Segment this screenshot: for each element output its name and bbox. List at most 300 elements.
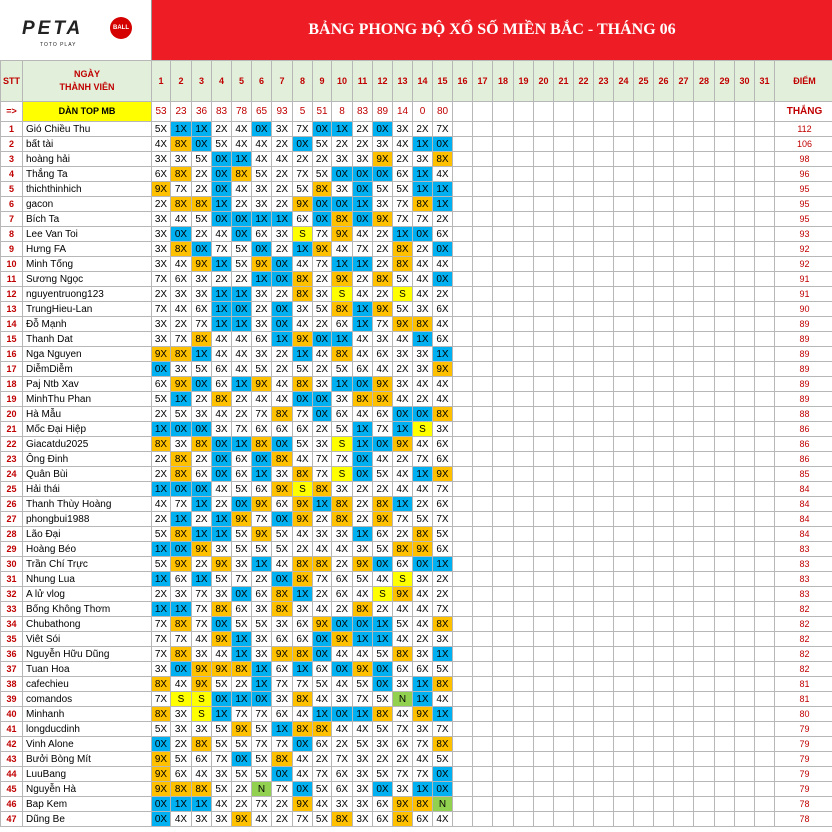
result-cell: 3X [313,287,332,302]
result-cell: 1X [192,497,212,512]
empty-cell [694,407,715,422]
empty-cell [554,722,574,737]
day-header: 26 [654,61,674,102]
empty-cell [554,572,574,587]
empty-cell [493,257,514,272]
member-name: Dũng Be [23,812,152,827]
empty-cell [654,392,674,407]
result-cell: 0X [171,482,192,497]
empty-cell [514,782,534,797]
result-cell: 9X [252,527,272,542]
empty-cell [514,227,534,242]
table-row [1,392,832,407]
member-name: comandos [23,692,152,707]
empty-cell [634,362,654,377]
member-score: 82 [775,647,832,662]
day-header: 30 [735,61,755,102]
empty-cell [534,362,554,377]
empty-cell [674,782,694,797]
result-cell: S [332,467,353,482]
result-cell: 5X [232,737,252,752]
empty-cell [453,302,473,317]
result-cell: 1X [373,617,393,632]
empty-cell [473,317,493,332]
row-number: 7 [1,212,23,227]
result-cell: 9X [232,512,252,527]
empty-cell [534,452,554,467]
empty-cell [634,542,654,557]
result-cell: 4X [212,332,232,347]
result-cell: 2X [272,167,293,182]
empty-cell [694,677,715,692]
result-cell: 3X [373,737,393,752]
empty-cell [574,782,594,797]
member-name: Ông Đinh [23,452,152,467]
empty-cell [735,542,755,557]
result-cell: 2X [353,512,373,527]
empty-cell [514,167,534,182]
result-cell: 9X [332,227,353,242]
dan-top-number: 5 [293,102,313,122]
result-cell: 4X [413,437,433,452]
empty-cell [453,407,473,422]
result-cell: 7X [313,227,332,242]
empty-cell [735,152,755,167]
result-cell: 9X [413,707,433,722]
empty-cell [514,542,534,557]
empty-cell [694,542,715,557]
result-cell: 2X [152,512,171,527]
result-cell: 5X [232,542,252,557]
result-cell: 3X [393,677,413,692]
result-cell: 7X [293,407,313,422]
member-name: Lee Van Toi [23,227,152,242]
empty-cell [594,377,614,392]
empty-cell [634,197,654,212]
result-cell: 3X [413,302,433,317]
result-cell: 5X [433,662,453,677]
empty-cell [473,422,493,437]
empty-cell [634,557,654,572]
result-cell: 3X [152,662,171,677]
result-cell: 1X [293,347,313,362]
row-number: 46 [1,797,23,812]
empty-cell [594,782,614,797]
member-name: nguyentruong123 [23,287,152,302]
result-cell: 5X [152,527,171,542]
result-cell: 0X [152,812,171,827]
result-cell: 8X [293,722,313,737]
result-cell: 4X [373,452,393,467]
empty-cell [453,347,473,362]
member-score: 112 [775,122,832,137]
result-cell: 8X [373,707,393,722]
result-cell: 6X [171,572,192,587]
table-row [1,317,832,332]
result-cell: 0X [313,632,332,647]
result-cell: 4X [413,752,433,767]
result-cell: 3X [313,527,332,542]
result-cell: 0X [272,272,293,287]
result-cell: 3X [332,527,353,542]
empty-cell [715,392,735,407]
table-row [1,272,832,287]
empty-cell [493,557,514,572]
member-name: Paj Ntb Xav [23,377,152,392]
result-cell: 2X [332,602,353,617]
empty-cell [453,692,473,707]
empty-cell [574,347,594,362]
empty-cell [574,122,594,137]
result-cell: 0X [313,392,332,407]
empty-cell [554,102,574,122]
result-cell: 6X [272,497,293,512]
result-cell: 1X [272,722,293,737]
empty-cell [614,527,634,542]
result-cell: 4X [433,392,453,407]
table-row [1,602,832,617]
empty-cell [735,617,755,632]
empty-cell [554,287,574,302]
empty-cell [694,632,715,647]
empty-cell [453,422,473,437]
empty-cell [634,182,654,197]
table-row [1,227,832,242]
member-name: Viêt Sói [23,632,152,647]
member-name: Hải thái [23,482,152,497]
empty-cell [453,482,473,497]
empty-cell [574,797,594,812]
result-cell: 9X [212,632,232,647]
empty-cell [755,737,775,752]
empty-cell [493,272,514,287]
result-cell: 6X [171,767,192,782]
empty-cell [574,677,594,692]
empty-cell [574,152,594,167]
empty-cell [574,377,594,392]
result-cell: 8X [293,467,313,482]
result-cell: 8X [433,737,453,752]
empty-cell [715,317,735,332]
result-cell: 8X [313,722,332,737]
row-number: 45 [1,782,23,797]
result-cell: 1X [171,602,192,617]
empty-cell [634,602,654,617]
empty-cell [534,467,554,482]
empty-cell [755,602,775,617]
result-cell: 4X [433,317,453,332]
empty-cell [755,102,775,122]
result-cell: 9X [393,437,413,452]
result-cell: 6X [252,422,272,437]
result-cell: 3X [353,767,373,782]
result-cell: 3X [413,647,433,662]
empty-cell [493,692,514,707]
empty-cell [473,572,493,587]
result-cell: 2X [313,752,332,767]
empty-cell [534,587,554,602]
result-cell: 9X [232,722,252,737]
result-cell: 8X [413,317,433,332]
empty-cell [574,212,594,227]
empty-cell [534,572,554,587]
empty-cell [594,227,614,242]
empty-cell [654,542,674,557]
empty-cell [694,752,715,767]
empty-cell [453,677,473,692]
result-cell: 2X [413,497,433,512]
empty-cell [514,632,534,647]
empty-cell [453,152,473,167]
result-cell: 6X [293,632,313,647]
result-cell: 4X [433,812,453,827]
logo-ball-icon: BALL [110,17,132,39]
result-cell: 2X [373,227,393,242]
result-cell: 9X [373,152,393,167]
member-name: Đỗ Mạnh [23,317,152,332]
empty-cell [514,557,534,572]
empty-cell [493,752,514,767]
empty-cell [534,692,554,707]
row-number: 47 [1,812,23,827]
empty-cell [634,692,654,707]
empty-cell [715,617,735,632]
empty-cell [634,782,654,797]
result-cell: 4X [252,392,272,407]
empty-cell [554,317,574,332]
result-cell: 0X [272,257,293,272]
empty-cell [554,527,574,542]
result-cell: 6X [252,227,272,242]
empty-cell [453,662,473,677]
empty-cell [735,137,755,152]
empty-cell [735,782,755,797]
empty-cell [654,692,674,707]
result-cell: 2X [272,797,293,812]
member-score: 79 [775,722,832,737]
empty-cell [554,797,574,812]
result-cell: 8X [152,677,171,692]
empty-cell [715,512,735,527]
empty-cell [473,302,493,317]
result-cell: 3X [252,197,272,212]
member-score: 78 [775,812,832,827]
result-cell: 7X [313,572,332,587]
result-cell: 0X [433,137,453,152]
empty-cell [493,137,514,152]
member-name: LuuBang [23,767,152,782]
empty-cell [715,467,735,482]
empty-cell [715,557,735,572]
empty-cell [755,182,775,197]
result-cell: 3X [192,722,212,737]
result-cell: 3X [212,422,232,437]
empty-cell [614,287,634,302]
result-cell: 3X [313,377,332,392]
empty-cell [514,812,534,827]
table-row [1,152,832,167]
result-cell: 8X [433,152,453,167]
empty-cell [694,602,715,617]
result-cell: 6X [171,272,192,287]
member-score: 89 [775,377,832,392]
table-row [1,422,832,437]
empty-cell [554,392,574,407]
result-cell: 4X [272,557,293,572]
empty-cell [493,332,514,347]
result-cell: 7X [152,617,171,632]
result-cell: 4X [393,392,413,407]
empty-cell [715,647,735,662]
result-cell: 2X [332,557,353,572]
result-cell: 7X [212,242,232,257]
result-cell: 3X [393,782,413,797]
result-cell: 3X [353,797,373,812]
result-cell: 0X [373,782,393,797]
empty-cell [534,287,554,302]
empty-cell [493,242,514,257]
day-header: 29 [715,61,735,102]
result-cell: 4X [313,542,332,557]
empty-cell [735,812,755,827]
result-cell: 8X [272,752,293,767]
empty-cell [694,512,715,527]
result-cell: 8X [212,602,232,617]
row-number: 37 [1,662,23,677]
member-name: Quân Bùi [23,467,152,482]
result-cell: S [171,692,192,707]
result-cell: 1X [232,692,252,707]
empty-cell [594,407,614,422]
result-cell: 0X [353,617,373,632]
result-cell: 1X [433,347,453,362]
result-cell: 4X [293,752,313,767]
empty-cell [493,662,514,677]
result-cell: 9X [373,392,393,407]
empty-cell [674,647,694,662]
table-row [1,212,832,227]
empty-cell [735,587,755,602]
result-cell: 2X [393,452,413,467]
member-score: 89 [775,347,832,362]
result-cell: 5X [192,362,212,377]
empty-cell [534,167,554,182]
empty-cell [594,242,614,257]
dan-top-number: 93 [272,102,293,122]
result-cell: 7X [313,257,332,272]
empty-cell [473,182,493,197]
empty-cell [755,227,775,242]
empty-cell [554,662,574,677]
result-cell: 6X [393,662,413,677]
result-cell: 5X [373,182,393,197]
result-cell: 6X [192,752,212,767]
result-cell: 1X [353,632,373,647]
result-cell: 2X [232,677,252,692]
result-cell: 3X [332,797,353,812]
result-cell: 5X [272,527,293,542]
empty-cell [534,347,554,362]
empty-cell [755,377,775,392]
result-cell: 8X [152,437,171,452]
empty-cell [654,332,674,347]
member-name: Bống Không Thơm [23,602,152,617]
row-number: 14 [1,317,23,332]
empty-cell [594,722,614,737]
result-cell: 7X [293,122,313,137]
result-cell: 6X [433,452,453,467]
result-cell: 3X [413,362,433,377]
result-cell: 2X [232,392,252,407]
result-cell: 8X [293,572,313,587]
empty-cell [614,557,634,572]
empty-cell [614,782,634,797]
result-cell: 4X [353,587,373,602]
empty-cell [674,692,694,707]
result-cell: 4X [171,257,192,272]
empty-cell [715,242,735,257]
empty-cell [534,677,554,692]
row-number: 6 [1,197,23,212]
member-name: MinhThu Phan [23,392,152,407]
result-cell: 2X [192,167,212,182]
table-row [1,797,832,812]
result-cell: 0X [232,752,252,767]
empty-cell [715,812,735,827]
result-cell: 5X [252,752,272,767]
empty-cell [674,797,694,812]
empty-cell [534,182,554,197]
result-cell: 4X [393,602,413,617]
empty-cell [473,557,493,572]
empty-cell [735,102,755,122]
empty-cell [534,272,554,287]
member-name: hoàng hải [23,152,152,167]
empty-cell [634,257,654,272]
empty-cell [473,782,493,797]
result-cell: 5X [232,257,252,272]
empty-cell [674,332,694,347]
empty-cell [634,212,654,227]
empty-cell [634,347,654,362]
result-cell: 1X [171,122,192,137]
empty-cell [755,197,775,212]
result-cell: 3X [293,602,313,617]
result-cell: 9X [152,347,171,362]
empty-cell [654,632,674,647]
empty-cell [674,122,694,137]
result-cell: 0X [192,422,212,437]
result-cell: 3X [433,632,453,647]
result-cell: 6X [433,332,453,347]
empty-cell [614,122,634,137]
empty-cell [493,797,514,812]
result-cell: 8X [293,377,313,392]
empty-cell [554,347,574,362]
empty-cell [715,662,735,677]
empty-cell [654,617,674,632]
empty-cell [694,527,715,542]
empty-cell [755,767,775,782]
empty-cell [755,812,775,827]
result-cell: 9X [252,257,272,272]
result-cell: 2X [393,362,413,377]
empty-cell [634,662,654,677]
empty-cell [574,392,594,407]
result-cell: 7X [152,302,171,317]
empty-cell [674,707,694,722]
empty-cell [493,362,514,377]
